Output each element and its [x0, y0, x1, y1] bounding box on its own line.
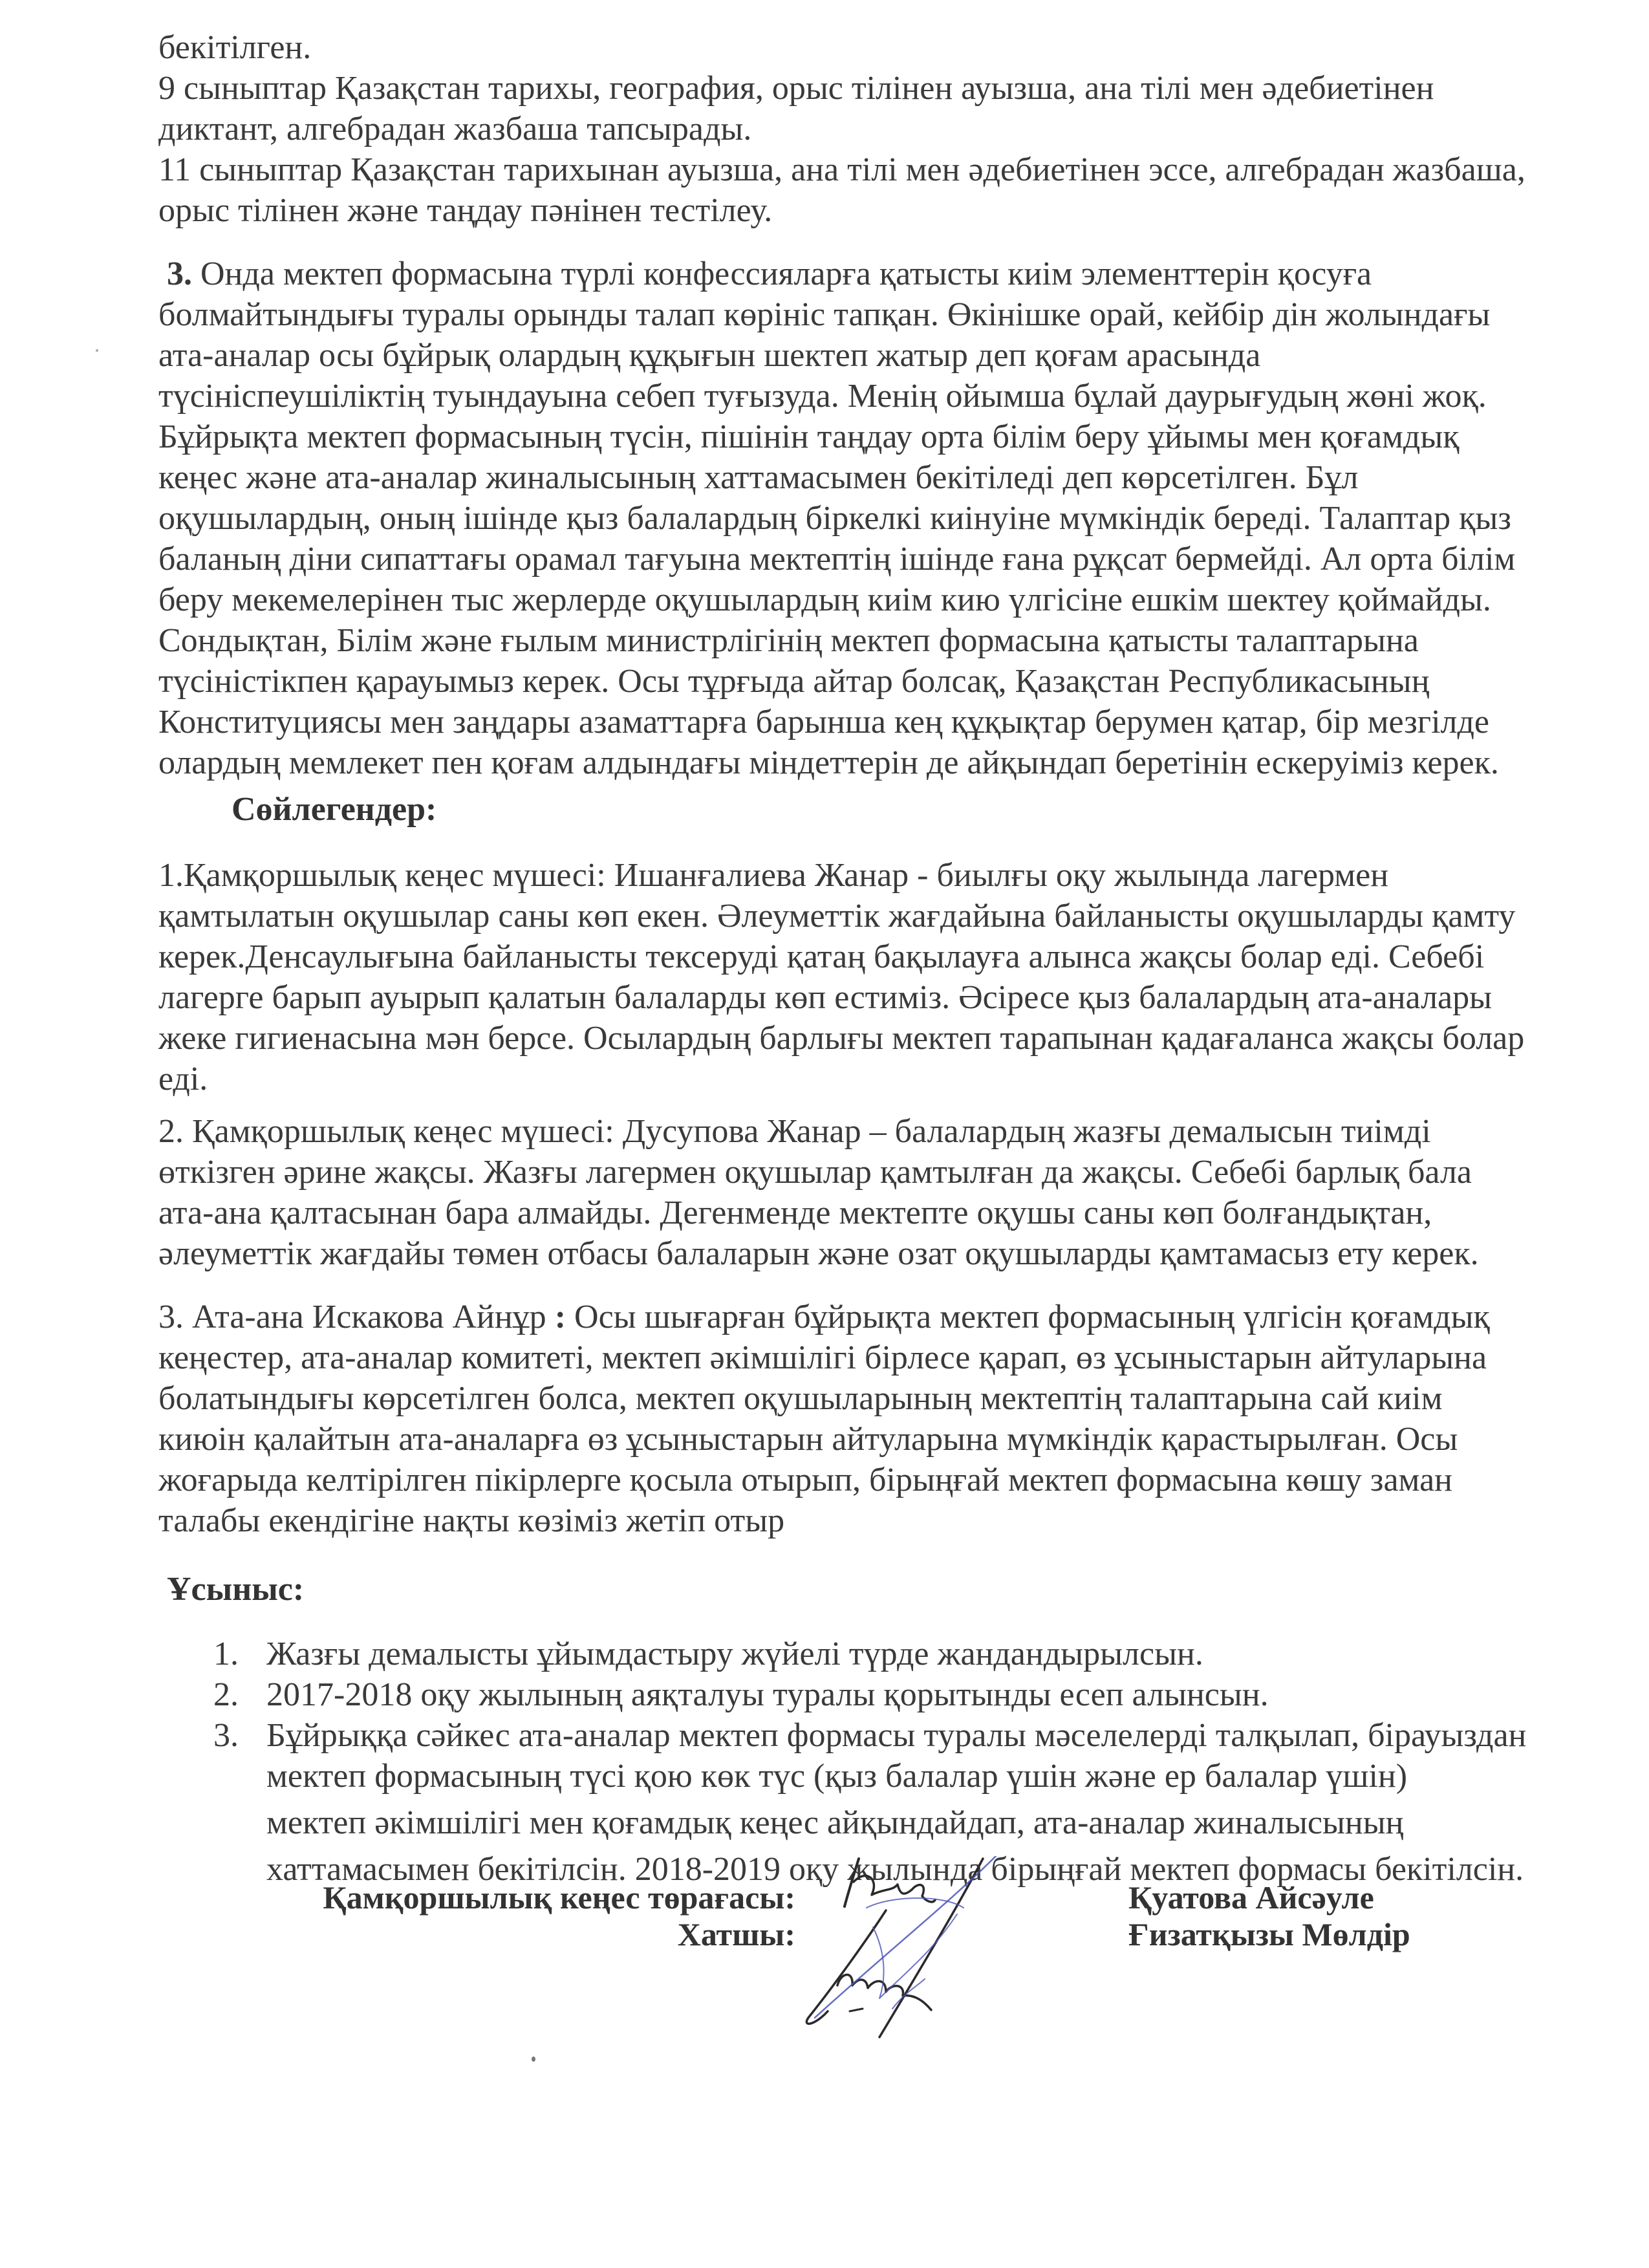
- speaker-name: 3. Ата-ана Искакова Айнұр: [158, 1299, 555, 1335]
- text-line: еді.: [158, 1061, 208, 1097]
- speaker-2: [158, 1111, 1479, 1274]
- chair-label: Қамқоршылық кеңес төрағасы:: [323, 1879, 795, 1916]
- intro-section: [158, 27, 1525, 231]
- text-line: 9 сыныптар Қазақстан тарихы, география, орыс тілінен ауызша, ана тілі мен әдебиетінен: [158, 70, 1434, 107]
- text-line: [167, 254, 1460, 294]
- item-number: 1.: [213, 1636, 239, 1672]
- text-line: ата-ана қалтасынан бара алмайды. Дегенменде мектепте оқушы саны көп болғандықтан,: [158, 1194, 1432, 1231]
- text-line: орыс тілінен және таңдау пәнінен тестілеу.: [158, 192, 773, 229]
- point-3-body: [158, 294, 1516, 783]
- handwritten-signature-icon: [789, 1856, 1035, 2050]
- item-number: 2.: [213, 1676, 239, 1713]
- text-line: жеке гигиенасына мән берсе. Осылардың барлығы мектеп тарапынан қадағаланса жақсы болар: [158, 1020, 1525, 1057]
- text-line: 2. Қамқоршылық кеңес мүшесі: Дусупова Жанар – балалардың жазғы демалысын тиімді: [158, 1113, 1431, 1150]
- text-line: хаттамасымен бекітілсін. 2018-2019 оқу жылында бірыңғай мектеп формасы бекітілсін.: [266, 1851, 1524, 1888]
- point-number: 3.: [167, 255, 192, 292]
- proposal-heading: Ұсыныс:: [167, 1571, 305, 1608]
- text-line: түсіністікпен қарауымыз керек. Осы тұрғыда айтар болсақ, Қазақстан Республикасының: [158, 663, 1430, 700]
- scan-speck: [96, 349, 98, 352]
- text-line: бекітілген.: [158, 29, 312, 66]
- text-line: қамтылатын оқушылар саны көп екен. Әлеуметтік жағдайына байланысты оқушыларды қамту: [158, 898, 1516, 934]
- text-line: жоғарыда келтірілген пікірлерге қосыла отырып, бірыңғай мектеп формасына көшу заман: [158, 1462, 1452, 1498]
- item-number: 3.: [213, 1717, 239, 1754]
- text-line: диктант, алгебрадан жазбаша тапсырады.: [158, 111, 752, 147]
- point-3-paragraph: [167, 254, 1460, 294]
- secretary-name: Ғизатқызы Мөлдір: [1128, 1916, 1410, 1952]
- text-line: әлеуметтік жағдайы төмен отбасы балаларын және озат оқушыларды қамтамасыз ету керек.: [158, 1235, 1479, 1272]
- proposal-item-2: [213, 1674, 1507, 1715]
- text-line: мектеп формасының түсі қою көк түс (қыз балалар үшін және ер балалар үшін): [266, 1758, 1408, 1795]
- text-line: Бұйрыққа сәйкес ата-аналар мектеп формасы туралы мәселелерді талқылап, бірауыздан: [266, 1717, 1527, 1754]
- text-line: лагерге барып ауырып қалатын балаларды көп естиміз. Әсіресе қыз балалардың ата-аналары: [158, 979, 1493, 1016]
- text-line: түсініспеушіліктің туындауына себеп туғызуда. Менің ойымша бұлай даурығудың жөні жоқ.: [158, 378, 1487, 415]
- text-line: 1.Қамқоршылық кеңес мүшесі: Ишанғалиева Жанар - биылғы оқу жылында лагермен: [158, 857, 1389, 894]
- point-first-line: Онда мектеп формасына түрлі конфессияларға қатысты киім элементтерін қосуға: [192, 255, 1372, 292]
- text-line: болмайтындығы туралы орынды талап көрініс тапқан. Өкінішке орай, кейбір дін жолындағы: [158, 296, 1491, 333]
- text-line: өткізген әрине жақсы. Жазғы лагермен оқушылар қамтылған да жақсы. Себебі барлық бала: [158, 1154, 1472, 1191]
- secretary-label: Хатшы:: [677, 1916, 795, 1952]
- text-line: олардың мемлекет пен қоғам алдындағы міндеттерін де айқындап беретінін ескеруіміз керек.: [158, 744, 1499, 781]
- text-line: киюін қалайтын ата-аналарға өз ұсыныстарын айтуларына мүмкіндік қарастырылған. Осы: [158, 1421, 1458, 1458]
- text-line: беру мекемелерінен тыс жерлерде оқушылардың киім кию үлгісіне ешкім шектеу қоймайды.: [158, 581, 1491, 618]
- text-line: оқушылардың, оның ішінде қыз балалардың біркелкі киінуіне мүмкіндік береді. Талаптар қыз: [158, 500, 1511, 537]
- text-line: мектеп әкімшілігі мен қоғамдық кеңес айқындайдап, ата-аналар жиналысының: [266, 1804, 1404, 1841]
- speaker-colon: :: [554, 1299, 566, 1335]
- text-line: баланың діни сипаттағы орамал тағуына мектептің ішінде ғана рұқсат бермейді. Ал орта білім: [158, 541, 1516, 578]
- speaker-3: [158, 1297, 1490, 1541]
- proposal-item-1: [213, 1634, 1507, 1674]
- speaker-text: Осы шығарған бұйрықта мектеп формасының үлгісін қоғамдық: [566, 1299, 1490, 1335]
- scan-speck: [532, 2057, 535, 2062]
- text-line: болатындығы көрсетілген болса, мектеп оқушыларының мектептің талаптарына сай киім: [158, 1380, 1443, 1417]
- text-line: талабы екендігіне нақты көзіміз жетіп отыр: [158, 1502, 785, 1539]
- text-line: кеңестер, ата-аналар комитеті, мектеп әкімшілігі бірлесе қарап, өз ұсыныстарын айтуларына: [158, 1339, 1487, 1376]
- text-line: ата-аналар осы бұйрық олардың құқығын шектеп жатыр деп қоғам арасында: [158, 337, 1261, 374]
- text-line: 2017-2018 оқу жылының аяқталуы туралы қорытынды есеп алынсын.: [266, 1676, 1269, 1713]
- text-line: Конституциясы мен заңдары азаматтарға барынша кең құқықтар берумен қатар, бір мезгілде: [158, 704, 1490, 740]
- text-line: Бұйрықта мектеп формасының түсін, пішінін таңдау орта білім беру ұйымы мен қоғамдық: [158, 418, 1460, 455]
- proposal-list: [213, 1634, 1527, 1890]
- text-line: кеңес және ата-аналар жиналысының хаттамасымен бекітіледі деп көрсетілген. Бұл: [158, 459, 1359, 496]
- text-line: [158, 1297, 1490, 1337]
- speaker-1: [158, 855, 1525, 1099]
- text-line: керек.Денсаулығына байланысты тексеруді қатаң бақылауға алынса жақсы болар еді. Себебі: [158, 938, 1485, 975]
- chair-name: Қуатова Айсәуле: [1128, 1879, 1374, 1916]
- text-line: Жазғы демалысты ұйымдастыру жүйелі түрде жандандырылсын.: [266, 1636, 1203, 1672]
- speakers-heading: Сөйлегендер:: [232, 791, 437, 828]
- text-line: Сондықтан, Білім және ғылым министрлігінің мектеп формасына қатысты талаптарына: [158, 622, 1419, 659]
- text-line: 11 сыныптар Қазақстан тарихынан ауызша, ана тілі мен әдебиетінен эссе, алгебрадан жазбаша,: [158, 151, 1525, 188]
